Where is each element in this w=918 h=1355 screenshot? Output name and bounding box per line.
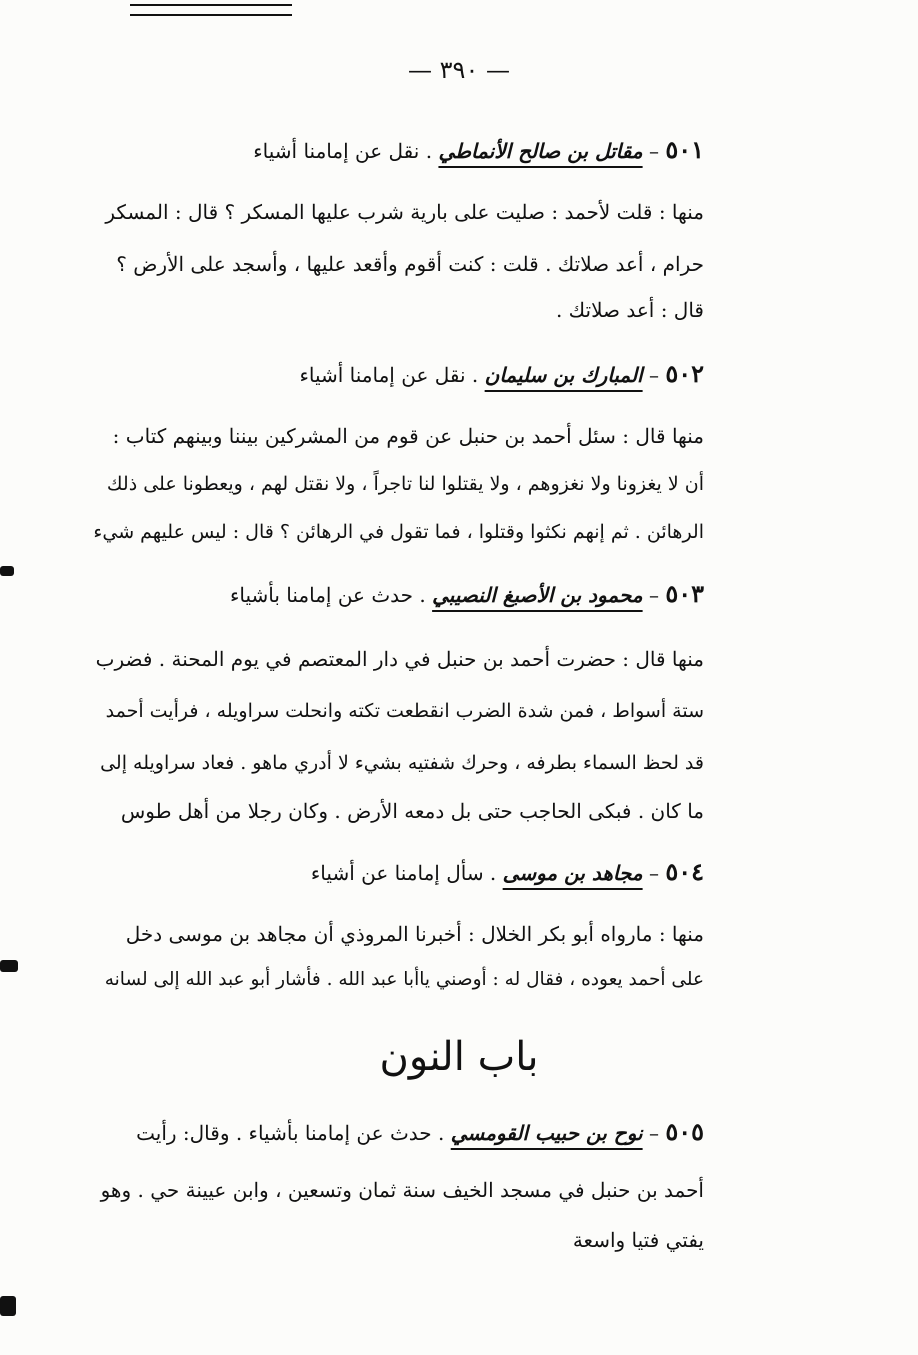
entry-heading: ٥٠٥ – نوح بن حبيب القومسي . حدث عن إمامنا بأشياء . وقال: رأيت — [136, 1117, 704, 1146]
scan-mark — [0, 1296, 16, 1316]
chapter-title: باب النون — [379, 1034, 539, 1080]
entry-heading: ٥٠٤ – مجاهد بن موسى . سأل إمامنا عن أشياء — [310, 857, 704, 886]
entry-heading: ٥٠٣ – محمود بن الأصبغ النصيبي . حدث عن إمامنا بأشياء — [229, 579, 704, 608]
entry-description: . سأل إمامنا عن أشياء — [310, 861, 497, 885]
page-number: — ٣٩٠ — — [408, 56, 510, 84]
scan-mark — [0, 566, 14, 576]
entry-number: ٥٠٢ — [665, 359, 704, 388]
entry-name: المبارك بن سليمان — [484, 363, 643, 387]
text-line: أن لا يغزونا ولا نغزوهم ، ولا يقتلوا لنا تاجراً ، ولا نقتل لهم ، ويعطونا على ذلك — [106, 473, 704, 495]
entry-name: مقاتل بن صالح الأنماطي — [438, 139, 643, 163]
text-line: منها قال : حضرت أحمد بن حنبل في دار المعتصم في يوم المحنة . فضرب — [95, 647, 704, 671]
entry-number: ٥٠٥ — [665, 1117, 704, 1146]
text-line: على أحمد يعوده ، فقال له : أوصني ياأبا عبد الله . فأشار أبو عبد الله إلى لسانه — [104, 969, 704, 990]
top-rule — [130, 14, 292, 16]
entry-number: ٥٠٣ — [665, 579, 704, 608]
top-rule — [130, 4, 292, 6]
text-line: يفتي فتيا واسعة — [572, 1228, 704, 1252]
scan-mark — [0, 960, 18, 972]
entry-heading: ٥٠٢ – المبارك بن سليمان . نقل عن إمامنا أشياء — [299, 359, 704, 388]
text-line: منها : مارواه أبو بكر الخلال : أخبرنا المروذي أن مجاهد بن موسى دخل — [125, 922, 704, 946]
text-line: أحمد بن حنبل في مسجد الخيف سنة ثمان وتسعين ، وابن عيينة حي . وهو — [100, 1178, 704, 1202]
text-line: منها قال : سئل أحمد بن حنبل عن قوم من المشركين بيننا وبينهم كتاب : — [112, 424, 704, 448]
entry-description: . حدث عن إمامنا بأشياء . وقال: رأيت — [136, 1121, 445, 1145]
entry-description: . نقل عن إمامنا أشياء — [253, 139, 433, 163]
text-line: ما كان . فبكى الحاجب حتى بل دمعه الأرض . وكان رجلا من أهل طوس — [120, 799, 704, 823]
text-line: قال : أعد صلاتك . — [555, 298, 704, 322]
text-line: منها : قلت لأحمد : صليت على بارية شرب عليها المسكر ؟ قال : المسكر — [105, 200, 704, 224]
entry-description: . حدث عن إمامنا بأشياء — [229, 583, 426, 607]
text-line: حرام ، أعد صلاتك . قلت : كنت أقوم وأقعد عليها ، وأسجد على الأرض ؟ — [116, 252, 704, 276]
entry-name: مجاهد بن موسى — [502, 861, 643, 885]
entry-number: ٥٠١ — [665, 135, 704, 164]
text-line: الرهائن . ثم إنهم نكثوا وقتلوا ، فما تقول في الرهائن ؟ قال : ليس عليهم شيء — [93, 521, 704, 543]
entry-name: نوح بن حبيب القومسي — [450, 1121, 643, 1145]
entry-description: . نقل عن إمامنا أشياء — [299, 363, 479, 387]
entry-heading: ٥٠١ – مقاتل بن صالح الأنماطي . نقل عن إمامنا أشياء — [253, 135, 704, 164]
text-line: ستة أسواط ، فمن شدة الضرب انقطعت تكته وانحلت سراويله ، فرأيت أحمد — [105, 700, 704, 722]
text-line: قد لحظ السماء بطرفه ، وحرك شفتيه بشيء لا أدري ماهو . فعاد سراويله إلى — [100, 752, 704, 774]
entry-name: محمود بن الأصبغ النصيبي — [432, 583, 643, 607]
entry-number: ٥٠٤ — [665, 857, 704, 886]
